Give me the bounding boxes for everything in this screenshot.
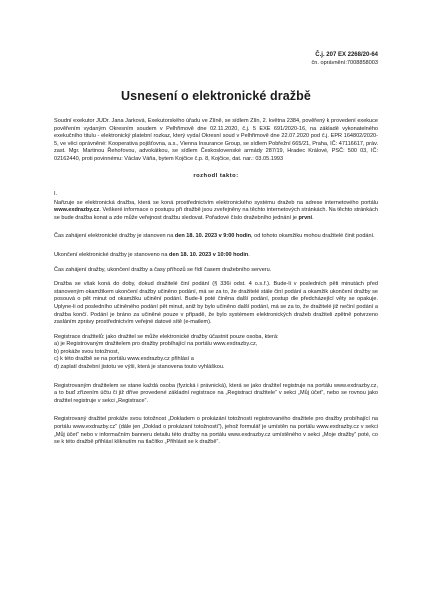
auction-order-number: první <box>298 214 313 221</box>
registration-item-d: d) zaplatí dražební jistotu ve výši, která je stanovena touto vyhláškou. <box>54 364 225 371</box>
auction-start-time: den 18. 10. 2023 v 9:00 hodin <box>174 233 252 240</box>
identity-proof-paragraph: Registrovaný dražitel prokáže svou totožnost „Dokladem o prokázání totožnosti registrovaného dražitele pro dražby probíhající na portálu www.exdrazby.cz“ (dále jen „Doklad o prokázaní totožnosti“), jehož formulář je umístěn na portálu www.exdrazby.cz v sekci „Můj účet“ nebo v informačním banneru detailu této dražby na portálu www.exdrazby.cz umístěného v sekci „Moje dražby“ poté, co se k této dražbě přihlásí kliknutím na tlačítko „Přihlásit se k dražbě“. <box>54 416 378 446</box>
portal-link: www.exdrazby.cz <box>54 207 100 214</box>
authorization-number: čn. oprávnění:7008858003 <box>311 59 378 66</box>
registration-list <box>54 334 378 372</box>
registered-bidder-paragraph: Registrovaným dražitelem se stane každá osoba (fyzická i právnická), která se jako dražitel registruje na portálu www.exdrazby.cz, a to buď zřízením účtu či již dříve provedené základní registrace na „Registraci dražitele“ v sekci „Můj účet“, nebo se rovnou jako dražitel registruje v sekci „Registrace“. <box>54 382 378 404</box>
registration-item-c: c) k této dražbě se na portálu www.exdrazby.cz přihlásí a <box>54 356 194 363</box>
document-title: Usnesení o elektronické dražbě <box>121 89 311 103</box>
bidding-rules-paragraph: Dražba se však koná do doby, dokud dražitelé činí podání (§ 336i odst. 4 o.s.ř.). Bude-li v posledních pěti minutách před stanoveným okamžikem ukončení dražby učiněno podání, má se za to, že dražitelé stále činí podání a okamžik ukončení dražby se posouvá o pět minut od okamžiku učinění podání. Bude-li poté činěna další podání, postup dle předcházející věty se opakuje. Uplyne-li od posledního učiněného podání pět minut, aniž by bylo učiněno další podání, má se za to, že dražitelé již nečiní podání a dražba končí. Podání je bráno za učiněné pouze v případě, že bylo systémem elektronických dražeb dražiteli zpětně potvrzeno zasláním zprávy prostřednictvím veřejné datové sítě (e-mailem). <box>54 281 378 326</box>
decided-heading: rozhodl takto: <box>193 172 239 179</box>
auction-ordered-paragraph: Nařizuje se elektronická dražba, která se koná prostřednictvím elektronického systému dražeb na adrese internetového portálu www.exdrazby.cz. Veškeré informace o postupu při dražbě jsou zveřejněny na těchto internetových stránkách. Na těchto stránkách se bude dražba konat a zde může veřejnost dražbu sledovat. Pořadové číslo dražebního jednání je první. <box>54 199 378 221</box>
para3-text: Ukončení elektronické dražby je stanoveno na <box>54 251 170 258</box>
intro-paragraph: Soudní exekutor JUDr. Jana Jarková, Exekutorského úřadu ve Zlíně, se sídlem Zlín, 2. května 2384, pověřený k provedení exekuce pověřením vydaným Okresním soudem v Pelhřimově dne 02.11.2020, č.j. 5 EXE 691/2020-16, na základě vykonatelného exekučního titulu - elektronický platební rozkaz, který vydal Okresní soud v Pelhřimově dne 22.07.2020 pod č.j. EPR 164802/2020-5, ve věci oprávněné: Kooperativa pojišťovna, a.s., Vienna Insurance Group, se sídlem Pobřežní 665/21, Praha, IČ: 47116617, práv. zast. Mgr. Martinou Řehořovou, advokátkou, se sídlem Československé armády 287/19, Hradec Králové, PSČ: 500 03, IČ: 02162440, proti povinnému: Václav Váňa, bytem Kojčice č.p. 8, Kojčice, dat. nar.: 03.05.1993 <box>54 118 378 162</box>
registration-item-a: a) je Registrovaným dražitelem pro dražby probíhající na portálu www.exdrazby.cz, <box>54 341 258 348</box>
registration-item-b: b) prokáže svou totožnost, <box>54 348 120 355</box>
registration-intro: Registrace dražitelů: jako dražitel se může elektronické dražby účastnit pouze osoba, která: <box>54 333 279 340</box>
auction-end-time: den 18. 10. 2023 v 10:00 hodin <box>169 251 249 258</box>
server-time-paragraph: Čas zahájení dražby, ukončení dražby a časy příhozů se řídí časem dražebního serveru. <box>54 266 272 273</box>
reference-block <box>54 52 378 67</box>
section-number: I. <box>54 190 58 197</box>
auction-end-paragraph <box>54 252 378 260</box>
para2-text-after: , od tohoto okamžiku mohou dražitelé činit podání. <box>251 233 375 240</box>
para1-text-after: . Veškeré informace o postupu při dražbě jsou zveřejněny na těchto internetových stránkách. Na těchto stránkách se bude dražba konat a zde může veřejnost dražbu sledovat. Pořadové číslo dražebního jednání je <box>54 207 378 221</box>
para3-text-after: . <box>248 251 250 258</box>
case-number: Č.j. 207 EX 2268/20-64 <box>315 52 378 58</box>
para2-text: Čas zahájení elektronické dražby je stanoven na <box>54 233 175 240</box>
para1-text: Nařizuje se elektronická dražba, která se koná prostřednictvím elektronického systému dražeb na adrese internetového portálu <box>54 199 378 206</box>
auction-start-paragraph <box>54 233 378 241</box>
